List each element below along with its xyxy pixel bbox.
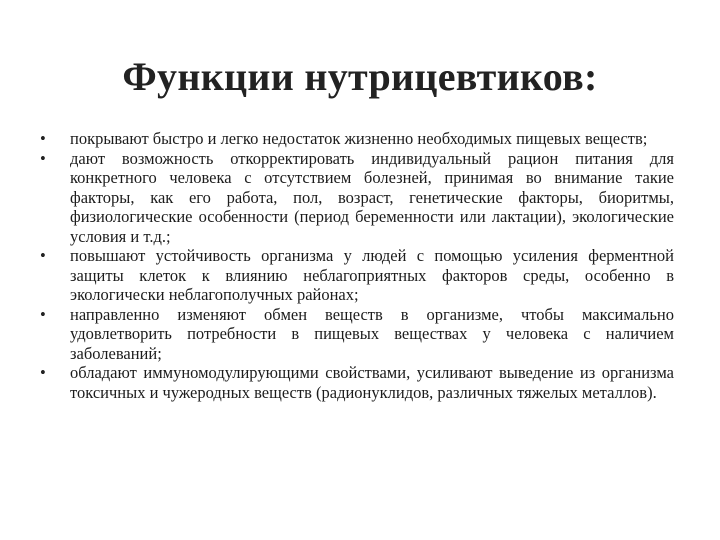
bullet-item [38,129,674,149]
bullet-item [38,149,674,247]
bullet-text: обладают иммуномодулирующими свойствами, усиливают выведение из организма токсичных и чужеродных веществ (радионуклидов, различных тяжелых металлов). [70,363,674,402]
bullet-icon: • [40,129,46,148]
bullet-item [38,305,674,364]
bullet-icon: • [40,148,46,168]
slide-title: Функции нутрицевтиков: [122,53,598,99]
bullet-item [38,363,674,402]
bullet-text: дают возможность откорректировать индивидуальный рацион питания для конкретного человека с отсутствием болезней, принимая во внимание такие факторы, как его работа, пол, возраст, генетические факторы, биоритмы, физиологические особенности (период беременности или лактации), экологические условия и т.д.; [70,148,674,246]
bullet-list [38,129,674,402]
bullet-icon: • [40,304,46,324]
bullet-text: повышают устойчивость организма у людей с помощью усиления ферментной защиты клеток к влиянию неблагоприятных факторов среды, особенно в экологически неблагополучных районах; [70,246,674,304]
bullet-icon: • [40,246,46,265]
bullet-text: направленно изменяют обмен веществ в организме, чтобы максимально удовлетворить потребности в пищевых веществах у человека с наличием заболеваний; [70,304,674,363]
bullet-icon: • [40,363,46,382]
bullet-item [38,246,674,305]
bullet-text: покрывают быстро и легко недостаток жизненно необходимых пищевых веществ; [70,129,648,148]
